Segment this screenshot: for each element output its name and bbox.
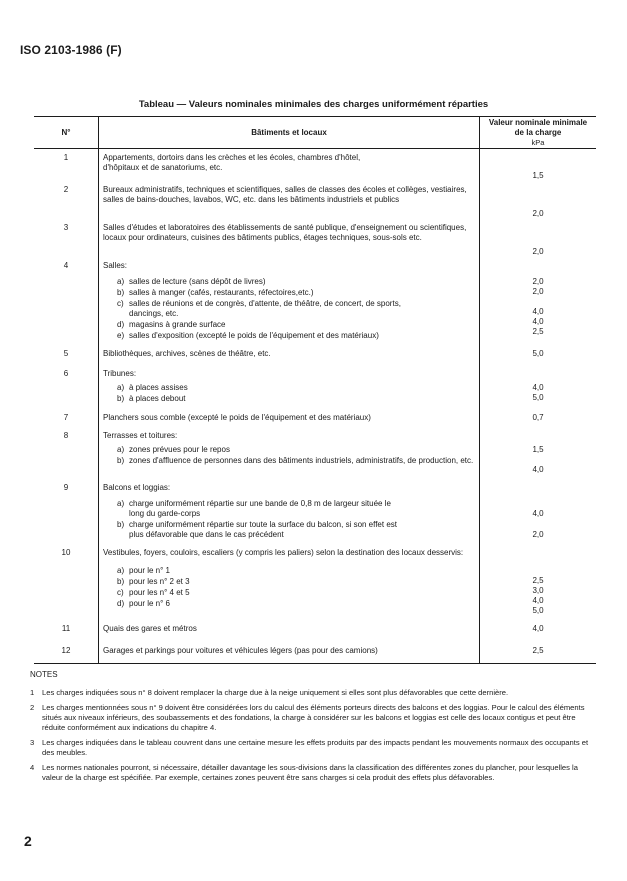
sub-item (103, 383, 475, 393)
row-number: 4 (34, 257, 99, 341)
header-value-line2: de la charge (514, 127, 562, 137)
table-header-row (34, 117, 596, 149)
sub-item-label: c) (117, 588, 124, 597)
sub-item-label: b) (117, 288, 125, 297)
sub-item (103, 394, 475, 404)
sub-item-value: 4,0 (532, 383, 544, 392)
sub-item-label: e) (117, 331, 125, 340)
sub-item-label: a) (117, 499, 125, 508)
sub-item (103, 599, 475, 609)
sub-item-value: 4,0 (532, 509, 544, 518)
sub-item (103, 520, 475, 540)
table-row (34, 540, 596, 616)
row-text: Vestibules, foyers, couloirs, escaliers (y compris les paliers) selon la destination des locaux desservis: (103, 548, 464, 557)
table-row (34, 475, 596, 540)
loads-table (34, 116, 596, 664)
row-values (480, 257, 597, 341)
row-cell (99, 540, 480, 616)
sub-item-value: 5,0 (532, 606, 544, 615)
header-buildings: Bâtiments et locaux (99, 117, 480, 149)
header-value-unit: kPa (531, 137, 545, 147)
row-number: 1 (34, 149, 99, 182)
sub-item-label: b) (117, 456, 125, 465)
header-value-line1: Valeur nominale minimale (488, 117, 588, 127)
sub-item (103, 320, 475, 330)
row-number: 9 (34, 475, 99, 540)
sub-item-value: 5,0 (532, 393, 544, 402)
header-number: N° (34, 117, 99, 149)
row-number: 8 (34, 427, 99, 475)
sub-item (103, 288, 475, 298)
row-text: Bureaux administratifs, techniques et scientifiques, salles de classes des écoles et collèges, vestiaires, salles de bains-douches, lavabos, WC, etc. dans les bâtiments industriels et publics (103, 185, 467, 204)
sub-item-label: b) (117, 577, 125, 586)
row-cell (99, 257, 480, 341)
row-value: 4,0 (480, 616, 597, 638)
row-value: 5,0 (480, 341, 597, 365)
row-number: 10 (34, 540, 99, 616)
sub-item-value: 1,5 (532, 445, 544, 454)
table-row (34, 427, 596, 475)
header-value (480, 117, 597, 149)
sub-item-label: c) (117, 299, 124, 308)
sub-item-text: zones prévues pour le repos (129, 445, 230, 454)
sub-item (103, 499, 475, 519)
sub-item-label: a) (117, 566, 125, 575)
sub-item-value: 2,0 (532, 530, 544, 539)
row-text: Bibliothèques, archives, scènes de théâtre, etc. (103, 349, 271, 358)
table-row (34, 257, 596, 341)
sub-item-value: 2,0 (532, 287, 544, 296)
row-cell (99, 427, 480, 475)
row-value: 1,5 (480, 149, 597, 182)
sub-item-text: magasins à grande surface (129, 320, 226, 329)
table-row (34, 616, 596, 638)
notes-title: NOTES (30, 670, 58, 679)
sub-item-value: 4,0 (532, 307, 544, 316)
table-row (34, 365, 596, 404)
sub-item-text: salles de lecture (sans dépôt de livres) (129, 277, 266, 286)
table-title: Tableau — Valeurs nominales minimales des charges uniformément réparties (138, 99, 489, 110)
sub-item-label: a) (117, 277, 125, 286)
row-text: Planchers sous comble (excepté le poids de l'équipement et des matériaux) (103, 413, 371, 422)
table-row (34, 149, 596, 182)
row-value: 2,0 (480, 219, 597, 257)
sub-item-label: a) (117, 445, 125, 454)
row-text: Terrasses et toitures: (103, 431, 178, 440)
row-text: Quais des gares et métros (103, 624, 197, 633)
row-number: 3 (34, 219, 99, 257)
notes-section (30, 670, 600, 788)
sub-item-label: b) (117, 520, 125, 529)
sub-item (103, 456, 475, 466)
sub-item-text: pour le n° 6 (129, 599, 171, 608)
row-value: 2,0 (480, 181, 597, 219)
table-row (34, 638, 596, 664)
row-values (480, 427, 597, 475)
sub-item-text: à places debout (129, 394, 186, 403)
note-number: 4 (30, 763, 35, 772)
row-number: 11 (34, 616, 99, 638)
sub-item-label: d) (117, 599, 125, 608)
sub-item-text: salles à manger (cafés, restaurants, réfectoires,etc.) (129, 288, 314, 297)
sub-item-text: charge uniformément répartie sur une bande de 0,8 m de largeur située le long du garde-corps (129, 499, 391, 518)
row-number: 12 (34, 638, 99, 664)
sub-item (103, 445, 475, 455)
note-text: Les normes nationales pourront, si nécessaire, détailler davantage les sous-divisions dans la classification des différentes zones du plancher, pour lesquelles la valeur de la charge est spécifiée. Par exemple, certaines zones peuvent être sans charges si cela produit des effets plus défavorables. (42, 763, 578, 782)
sub-item-value: 2,0 (532, 277, 544, 286)
sub-item-text: à places assises (129, 383, 188, 392)
table-row (34, 341, 596, 365)
sub-item-text: charge uniformément répartie sur toute la surface du balcon, si son effet est plus défavorable que dans le cas précédent (129, 520, 397, 539)
row-values (480, 475, 597, 540)
sub-item-text: pour les n° 4 et 5 (129, 588, 190, 597)
sub-item-value: 4,0 (532, 465, 544, 474)
table-row (34, 219, 596, 257)
row-value: 0,7 (480, 404, 597, 427)
sub-item-value: 2,5 (532, 576, 544, 585)
sub-item-label: a) (117, 383, 125, 392)
sub-item (103, 566, 475, 576)
sub-item-label: b) (117, 394, 125, 403)
note-number: 2 (30, 703, 35, 712)
standard-reference: ISO 2103-1986 (F) (20, 43, 122, 57)
sub-item-value: 2,5 (532, 327, 544, 336)
sub-item-text: salles de réunions et de congrès, d'attente, de théâtre, de concert, de sports, dancings, etc. (129, 299, 401, 318)
note-text: Les charges indiquées sous n° 8 doivent remplacer la charge due à la neige uniquement si elles sont plus défavorables que cette dernière. (42, 688, 509, 697)
sub-item (103, 331, 475, 341)
sub-item-text: salles d'exposition (excepté le poids de l'équipement et des matériaux) (129, 331, 379, 340)
note-item (30, 688, 600, 698)
table-row (34, 404, 596, 427)
row-cell (99, 365, 480, 404)
sub-item-label: d) (117, 320, 125, 329)
row-text: Garages et parkings pour voitures et véhicules légers (pas pour des camions) (99, 638, 480, 664)
note-number: 3 (30, 738, 35, 747)
sub-item (103, 577, 475, 587)
note-item (30, 738, 600, 758)
row-text: Salles: (103, 261, 128, 270)
row-cell (99, 475, 480, 540)
sub-item-text: pour les n° 2 et 3 (129, 577, 190, 586)
row-value: 2,5 (480, 638, 597, 664)
note-text: Les charges mentionnées sous n° 9 doivent être considérées lors du calcul des éléments porteurs directs des balcons et des loggias. Pour le calcul des éléments situés aux niveaux inférieurs, des soubassements et des fondations, la charge à considérer sur les balcons et loggias est celle des locaux contigus et peut être réduite conformément aux indications du chapitre 4. (42, 703, 585, 732)
sub-item-value: 4,0 (532, 317, 544, 326)
row-values (480, 365, 597, 404)
page-number: 2 (24, 833, 32, 849)
row-text: Balcons et loggias: (103, 483, 171, 492)
sub-item (103, 277, 475, 287)
row-text: Salles d'études et laboratoires des établissements de santé publique, d'enseignement ou scientifiques, locaux pour ordinateurs, cuisines des bâtiments publics, étages techniques, sous-sols etc. (103, 223, 467, 242)
sub-item (103, 299, 475, 319)
sub-item-value: 4,0 (532, 596, 544, 605)
note-number: 1 (30, 688, 35, 697)
sub-item-text: pour le n° 1 (129, 566, 171, 575)
row-text: Appartements, dortoirs dans les crèches et les écoles, chambres d'hôtel, d'hôpitaux et de sanatoriums, etc. (103, 153, 361, 172)
note-item (30, 763, 600, 783)
sub-item-value: 3,0 (532, 586, 544, 595)
row-number: 6 (34, 365, 99, 404)
row-number: 2 (34, 181, 99, 219)
sub-item (103, 588, 475, 598)
note-text: Les charges indiquées dans le tableau couvrent dans une certaine mesure les effets produits par des impacts pendant les mouvements normaux des occupants et des meubles. (42, 738, 589, 757)
row-number: 7 (34, 404, 99, 427)
table-row (34, 181, 596, 219)
note-item (30, 703, 600, 733)
row-text: Tribunes: (103, 369, 137, 378)
row-number: 5 (34, 341, 99, 365)
sub-item-text: zones d'affluence de personnes dans des bâtiments industriels, administratifs, de production, etc. (129, 456, 474, 465)
row-values (480, 540, 597, 616)
